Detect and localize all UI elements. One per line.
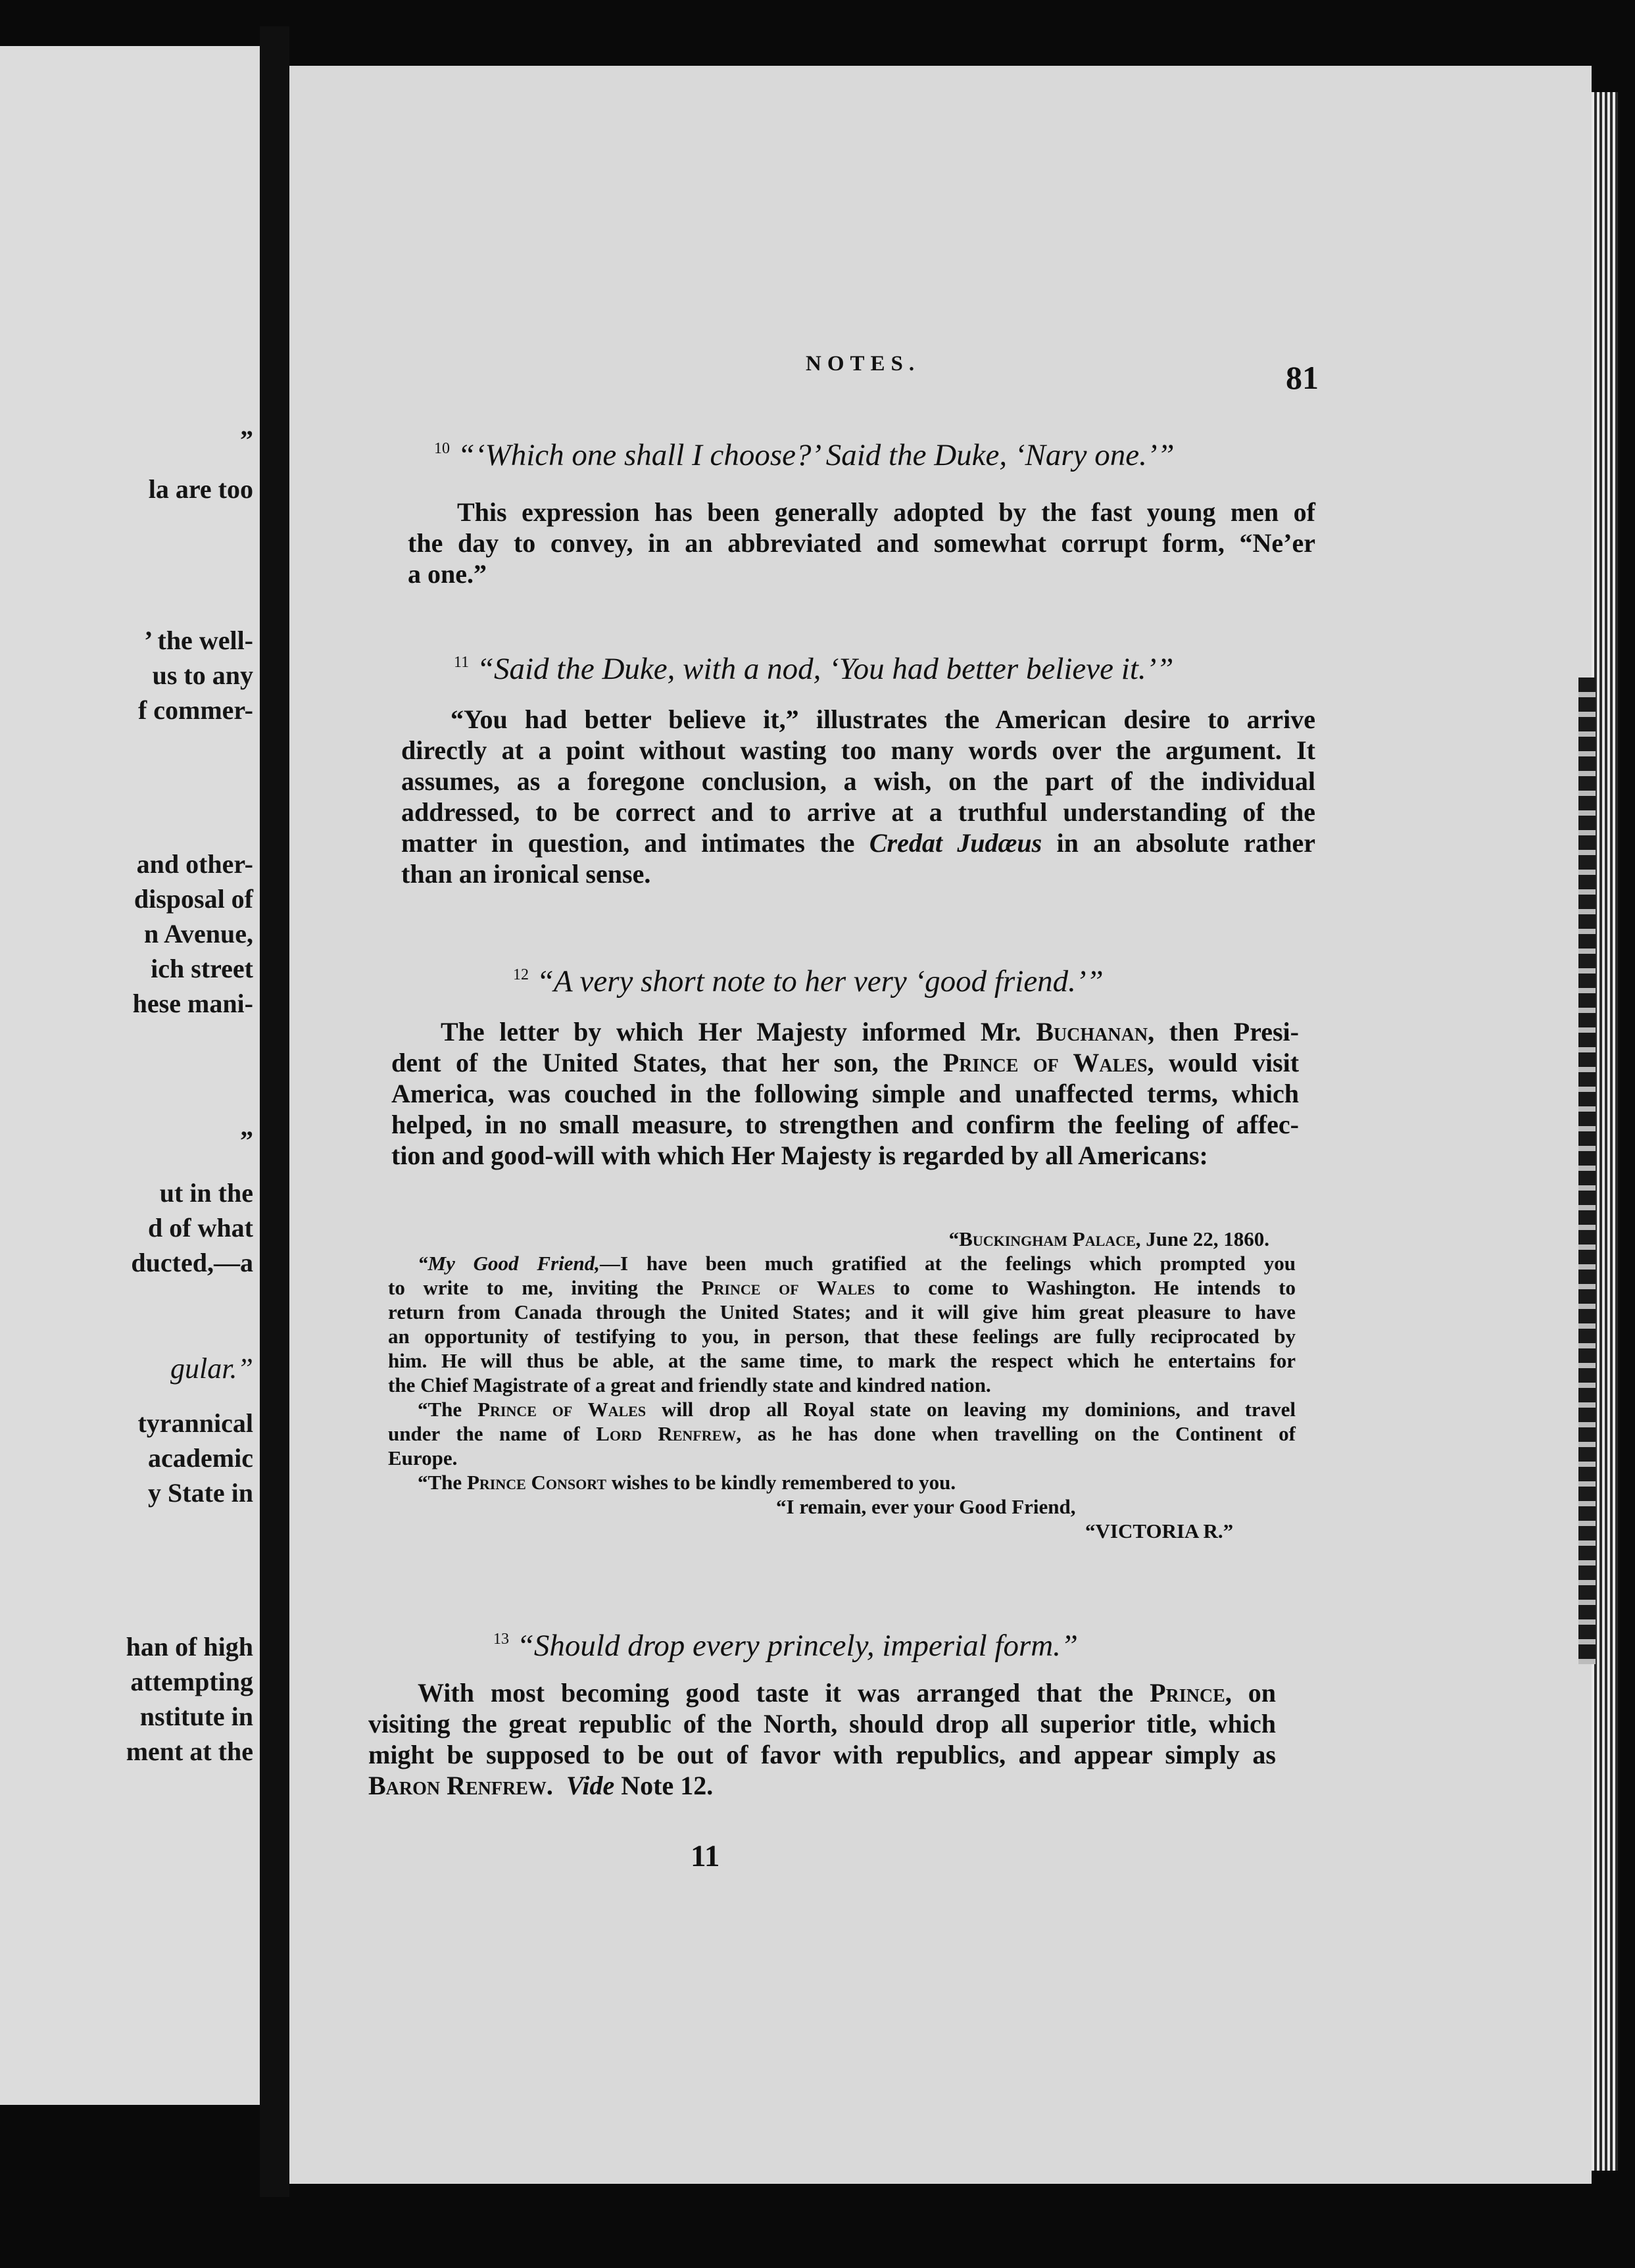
- left-fragment-line: ’ the well-: [144, 626, 253, 655]
- left-fragment-line: la are too: [148, 474, 253, 504]
- body-line: “You had better believe it,” illustrates the American desire to arrive: [451, 704, 1315, 734]
- letter-line: return from Canada through the United States; and it will give him great pleasure to have: [388, 1300, 1296, 1323]
- note-number: 12: [513, 966, 529, 983]
- running-head: NOTES.: [806, 352, 921, 376]
- letter-closing: “I remain, ever your Good Friend,: [776, 1495, 1076, 1518]
- letter-line: him. He will thus be able, at the same time, to mark the respect which he entertains for: [388, 1349, 1296, 1372]
- body-line: matter in question, and intimates the Credat Judæus in an absolute rather: [401, 828, 1316, 858]
- left-fragment-line: nstitute in: [139, 1702, 253, 1731]
- letter-line: Europe.: [388, 1446, 458, 1469]
- note-heading: [493, 1628, 1282, 1664]
- note-12: [513, 964, 1302, 999]
- note-heading-text: “A very short note to her very ‘good friend.’”: [536, 964, 1104, 998]
- body-line: visiting the great republic of the North, should drop all superior title, which: [368, 1709, 1276, 1738]
- left-fragment-line: f commer-: [137, 695, 253, 725]
- letter-line: “The Prince Consort wishes to be kindly remembered to you.: [418, 1471, 956, 1494]
- note-heading-text: “Said the Duke, with a nod, ‘You had better believe it.’”: [476, 652, 1174, 686]
- note-11-body: [401, 704, 1315, 889]
- body-line: a one.”: [408, 559, 487, 589]
- page-number: 81: [1286, 359, 1319, 396]
- body-line: might be supposed to be out of favor with republics, and appear simply as: [368, 1740, 1276, 1769]
- left-fragment-line: attempting: [130, 1667, 253, 1696]
- letter-line: the Chief Magistrate of a great and friendly state and kindred nation.: [388, 1373, 991, 1396]
- left-fragment-line: ich street: [151, 954, 253, 983]
- left-fragment-line: ”: [240, 425, 253, 455]
- note-number: 11: [454, 654, 470, 671]
- note-heading: [513, 964, 1302, 999]
- letter-line: an opportunity of testifying to you, in person, that these feelings are fully reciprocated by: [388, 1325, 1296, 1348]
- body-line: the day to convey, in an abbreviated and somewhat corrupt form, “Ne’er: [408, 528, 1315, 558]
- body-line: This expression has been generally adopted by the fast young men of: [457, 497, 1315, 527]
- left-fragment-line: ducted,—a: [131, 1248, 253, 1277]
- note-number: 13: [493, 1631, 509, 1648]
- left-fragment-line: and other-: [136, 849, 253, 879]
- queen-letter: [388, 1227, 1296, 1543]
- letter-dateline: “Buckingham Palace, June 22, 1860.: [948, 1227, 1269, 1250]
- note-heading: [454, 651, 1309, 687]
- left-fragment-line: ”: [240, 1125, 253, 1155]
- body-line: dent of the United States, that her son, the Prince of Wales, would visit: [391, 1048, 1300, 1077]
- left-fragment-line: d of what: [147, 1213, 253, 1243]
- note-13: [493, 1628, 1282, 1664]
- book-gutter: [260, 26, 289, 2197]
- signature-number: 11: [691, 1839, 720, 1873]
- body-line: Baron Renfrew. Vide Note 12.: [368, 1771, 714, 1800]
- letter-signature: “VICTORIA R.”: [1085, 1519, 1234, 1542]
- left-fragment-line: han of high: [126, 1632, 253, 1662]
- left-page-fragment: [0, 46, 260, 2105]
- left-fragment-line: us to any: [152, 660, 253, 690]
- letter-salutation: “My Good Friend,: [418, 1252, 600, 1275]
- note-heading-text: “Should drop every princely, imperial form.”: [516, 1629, 1079, 1663]
- body-line: addressed, to be correct and to arrive at a truthful understanding of the: [401, 797, 1315, 827]
- left-fragment-line: n Avenue,: [144, 919, 253, 949]
- body-line: assumes, as a foregone conclusion, a wish, on the part of the individual: [401, 766, 1315, 796]
- note-12-body: [391, 1016, 1299, 1171]
- body-line: helped, in no small measure, to strengthen and confirm the feeling of affec-: [391, 1110, 1299, 1139]
- page-edge-marks: [1578, 678, 1596, 1664]
- italic-phrase: Credat Judæus: [869, 828, 1042, 858]
- left-fragment-line: y State in: [148, 1478, 253, 1508]
- letter-line: “My Good Friend,—I have been much gratified at the feelings which prompted you: [418, 1252, 1296, 1275]
- note-10-body: [408, 497, 1315, 589]
- letter-line: to write to me, inviting the Prince of Wales to come to Washington. He intends to: [388, 1276, 1296, 1299]
- left-fragment-line: disposal of: [134, 884, 253, 914]
- body-line: America, was couched in the following simple and unaffected terms, which: [391, 1079, 1299, 1108]
- body-line: The letter by which Her Majesty informed Mr. Buchanan, then Presi-: [441, 1017, 1299, 1047]
- left-fragment-line: hese mani-: [132, 989, 253, 1018]
- body-line: With most becoming good taste it was arranged that the Prince, on: [418, 1678, 1277, 1708]
- left-fragment-line: gular.”: [170, 1352, 253, 1385]
- body-line: than an ironical sense.: [401, 859, 651, 889]
- body-line: tion and good-will with which Her Majesty is regarded by all Americans:: [391, 1141, 1208, 1170]
- left-fragment-line: tyrannical: [137, 1408, 253, 1438]
- note-heading: [434, 437, 1315, 473]
- note-number: 10: [434, 440, 450, 457]
- letter-line: “The Prince of Wales will drop all Royal state on leaving my dominions, and travel: [418, 1398, 1296, 1421]
- letter-line: under the name of Lord Renfrew, as he has done when travelling on the Continent of: [388, 1422, 1296, 1445]
- body-line: directly at a point without wasting too many words over the argument. It: [401, 735, 1315, 765]
- left-fragment-line: ment at the: [126, 1737, 253, 1766]
- note-11: [454, 651, 1309, 687]
- note-10: [434, 437, 1315, 473]
- note-heading-text: “‘Which one shall I choose?’ Said the Duke, ‘Nary one.’”: [457, 438, 1175, 472]
- page-edge: [1592, 92, 1618, 2171]
- note-13-body: [368, 1677, 1276, 1801]
- left-fragment-line: ut in the: [159, 1178, 253, 1208]
- left-fragment-line: academic: [148, 1443, 253, 1473]
